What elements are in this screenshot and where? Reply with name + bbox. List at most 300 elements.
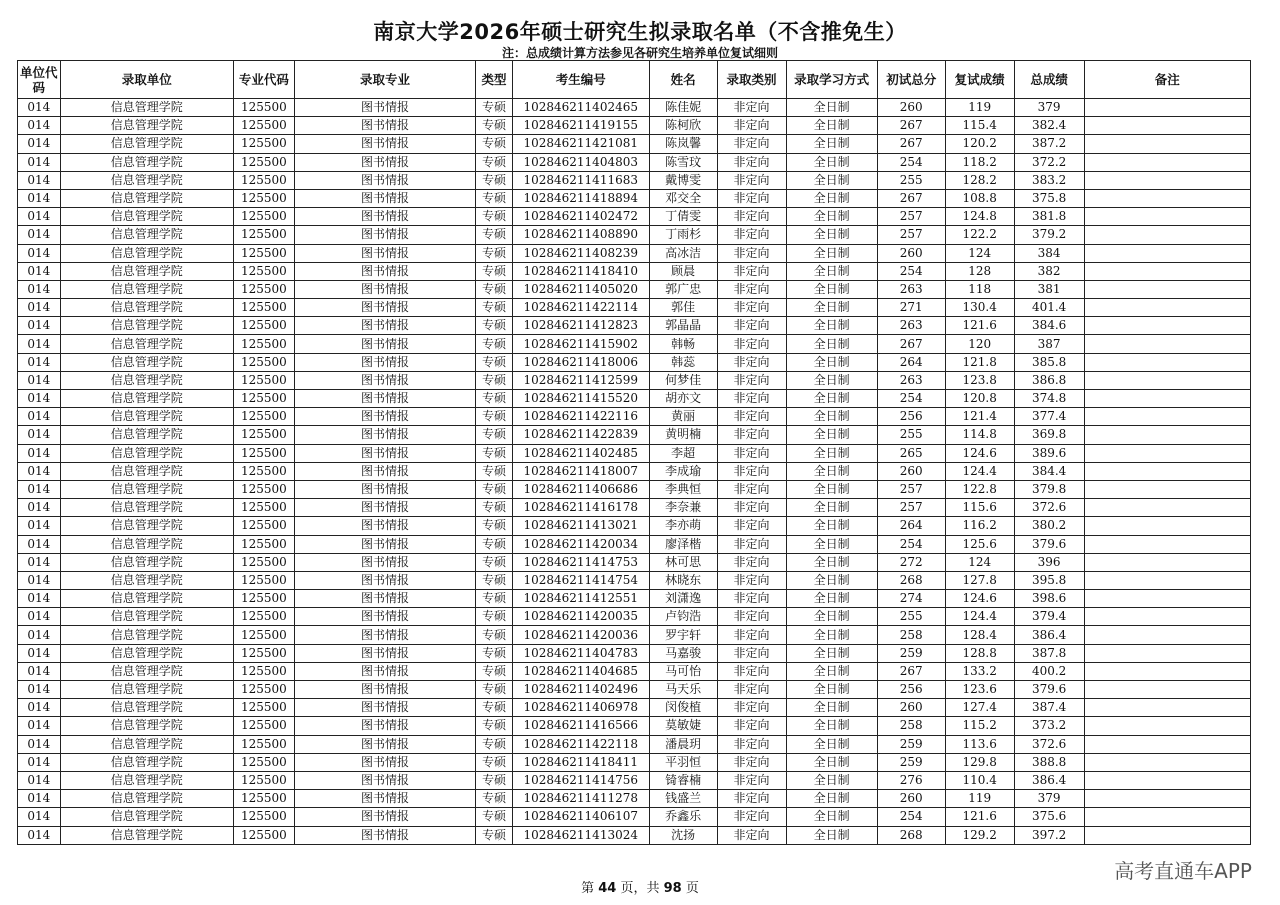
cell-retest: 127.8: [945, 571, 1014, 589]
cell-major: 图书情报: [294, 117, 476, 135]
cell-unit: 信息管理学院: [60, 553, 233, 571]
cell-unit: 信息管理学院: [60, 535, 233, 553]
cell-exam-id: 102846211411278: [512, 790, 649, 808]
cell-study-mode: 全日制: [786, 117, 877, 135]
cell-name: 马嘉骏: [649, 644, 717, 662]
cell-exam-id: 102846211413021: [512, 517, 649, 535]
cell-exam-id: 102846211415520: [512, 390, 649, 408]
cell-study-mode: 全日制: [786, 499, 877, 517]
cell-unit: 信息管理学院: [60, 590, 233, 608]
page-footer: [0, 877, 1280, 896]
cell-name: 乔鑫乐: [649, 808, 717, 826]
cell-study-mode: 全日制: [786, 226, 877, 244]
cell-prelim: 255: [877, 426, 945, 444]
cell-prelim: 257: [877, 499, 945, 517]
cell-exam-id: 102846211405020: [512, 280, 649, 298]
cell-category: 非定向: [717, 535, 786, 553]
cell-remark: [1084, 317, 1250, 335]
cell-major-code: 125500: [233, 626, 294, 644]
cell-total: 387: [1014, 335, 1084, 353]
cell-major-code: 125500: [233, 608, 294, 626]
cell-total: 384.4: [1014, 462, 1084, 480]
cell-study-mode: 全日制: [786, 390, 877, 408]
cell-total: 382.4: [1014, 117, 1084, 135]
cell-type: 专硕: [476, 480, 513, 498]
cell-major-code: 125500: [233, 480, 294, 498]
cell-unit: 信息管理学院: [60, 462, 233, 480]
cell-major: 图书情报: [294, 371, 476, 389]
cell-name: 潘晨玥: [649, 735, 717, 753]
cell-retest: 122.8: [945, 480, 1014, 498]
cell-total: 379.6: [1014, 681, 1084, 699]
cell-unit: 信息管理学院: [60, 608, 233, 626]
cell-type: 专硕: [476, 753, 513, 771]
cell-total: 373.2: [1014, 717, 1084, 735]
cell-major: 图书情报: [294, 480, 476, 498]
cell-major: 图书情报: [294, 608, 476, 626]
table-row: [18, 135, 1251, 153]
cell-type: 专硕: [476, 499, 513, 517]
cell-name: 高冰洁: [649, 244, 717, 262]
cell-major: 图书情报: [294, 826, 476, 844]
cell-exam-id: 102846211418410: [512, 262, 649, 280]
cell-total: 386.8: [1014, 371, 1084, 389]
cell-unit: 信息管理学院: [60, 171, 233, 189]
cell-major-code: 125500: [233, 408, 294, 426]
table-row: [18, 517, 1251, 535]
table-row: [18, 626, 1251, 644]
cell-major: 图书情报: [294, 208, 476, 226]
cell-total: 401.4: [1014, 299, 1084, 317]
cell-exam-id: 102846211420035: [512, 608, 649, 626]
cell-remark: [1084, 662, 1250, 680]
table-row: [18, 571, 1251, 589]
cell-major-code: 125500: [233, 135, 294, 153]
cell-unit: 信息管理学院: [60, 208, 233, 226]
cell-retest: 122.2: [945, 226, 1014, 244]
cell-remark: [1084, 462, 1250, 480]
cell-type: 专硕: [476, 662, 513, 680]
table-row: [18, 735, 1251, 753]
cell-major: 图书情报: [294, 771, 476, 789]
table-row: [18, 480, 1251, 498]
cell-total: 386.4: [1014, 626, 1084, 644]
table-row: [18, 171, 1251, 189]
cell-study-mode: 全日制: [786, 317, 877, 335]
cell-major-code: 125500: [233, 99, 294, 117]
cell-name: 陈柯欣: [649, 117, 717, 135]
cell-type: 专硕: [476, 171, 513, 189]
cell-exam-id: 102846211414753: [512, 553, 649, 571]
cell-unit-code: 014: [18, 462, 61, 480]
cell-remark: [1084, 790, 1250, 808]
cell-type: 专硕: [476, 644, 513, 662]
cell-study-mode: 全日制: [786, 280, 877, 298]
cell-major-code: 125500: [233, 717, 294, 735]
cell-prelim: 259: [877, 644, 945, 662]
cell-major-code: 125500: [233, 226, 294, 244]
cell-total: 388.8: [1014, 753, 1084, 771]
cell-remark: [1084, 681, 1250, 699]
cell-category: 非定向: [717, 244, 786, 262]
cell-study-mode: 全日制: [786, 426, 877, 444]
cell-name: 钱盛兰: [649, 790, 717, 808]
table-row: [18, 226, 1251, 244]
table-row: [18, 590, 1251, 608]
cell-name: 邓交全: [649, 189, 717, 207]
cell-type: 专硕: [476, 262, 513, 280]
cell-unit-code: 014: [18, 189, 61, 207]
cell-study-mode: 全日制: [786, 735, 877, 753]
cell-type: 专硕: [476, 189, 513, 207]
cell-unit-code: 014: [18, 244, 61, 262]
cell-total: 386.4: [1014, 771, 1084, 789]
cell-retest: 133.2: [945, 662, 1014, 680]
cell-unit: 信息管理学院: [60, 390, 233, 408]
cell-major-code: 125500: [233, 553, 294, 571]
cell-total: 384: [1014, 244, 1084, 262]
cell-prelim: 257: [877, 208, 945, 226]
cell-prelim: 254: [877, 390, 945, 408]
cell-exam-id: 102846211406107: [512, 808, 649, 826]
cell-total: 383.2: [1014, 171, 1084, 189]
cell-prelim: 255: [877, 608, 945, 626]
cell-prelim: 254: [877, 153, 945, 171]
cell-unit-code: 014: [18, 699, 61, 717]
cell-total: 379.2: [1014, 226, 1084, 244]
cell-unit-code: 014: [18, 153, 61, 171]
cell-name: 郭佳: [649, 299, 717, 317]
cell-prelim: 267: [877, 135, 945, 153]
cell-unit: 信息管理学院: [60, 717, 233, 735]
cell-type: 专硕: [476, 553, 513, 571]
cell-category: 非定向: [717, 299, 786, 317]
cell-study-mode: 全日制: [786, 608, 877, 626]
cell-name: 陈佳妮: [649, 99, 717, 117]
cell-unit-code: 014: [18, 299, 61, 317]
cell-type: 专硕: [476, 826, 513, 844]
cell-category: 非定向: [717, 590, 786, 608]
cell-category: 非定向: [717, 553, 786, 571]
cell-remark: [1084, 335, 1250, 353]
cell-major-code: 125500: [233, 681, 294, 699]
cell-category: 非定向: [717, 699, 786, 717]
score-note: 注：总成绩计算方法参见各研究生培养单位复试细则: [501, 46, 778, 60]
cell-exam-id: 102846211416178: [512, 499, 649, 517]
cell-major: 图书情报: [294, 390, 476, 408]
cell-category: 非定向: [717, 153, 786, 171]
cell-category: 非定向: [717, 317, 786, 335]
cell-major-code: 125500: [233, 662, 294, 680]
cell-prelim: 256: [877, 408, 945, 426]
cell-category: 非定向: [717, 135, 786, 153]
table-row: [18, 808, 1251, 826]
cell-prelim: 256: [877, 681, 945, 699]
cell-unit-code: 014: [18, 608, 61, 626]
cell-study-mode: 全日制: [786, 517, 877, 535]
cell-remark: [1084, 189, 1250, 207]
footer-middle: 页，共: [620, 881, 660, 896]
cell-remark: [1084, 771, 1250, 789]
cell-prelim: 271: [877, 299, 945, 317]
cell-study-mode: 全日制: [786, 790, 877, 808]
cell-exam-id: 102846211413024: [512, 826, 649, 844]
cell-major: 图书情报: [294, 753, 476, 771]
header-remark: 备注: [1084, 61, 1250, 99]
cell-total: 379: [1014, 99, 1084, 117]
cell-retest: 120.2: [945, 135, 1014, 153]
cell-category: 非定向: [717, 790, 786, 808]
cell-category: 非定向: [717, 717, 786, 735]
cell-retest: 125.6: [945, 535, 1014, 553]
cell-category: 非定向: [717, 99, 786, 117]
cell-major-code: 125500: [233, 262, 294, 280]
cell-retest: 121.8: [945, 353, 1014, 371]
cell-study-mode: 全日制: [786, 244, 877, 262]
cell-unit-code: 014: [18, 117, 61, 135]
cell-prelim: 264: [877, 353, 945, 371]
cell-unit: 信息管理学院: [60, 681, 233, 699]
cell-remark: [1084, 99, 1250, 117]
cell-remark: [1084, 244, 1250, 262]
cell-name: 顾晨: [649, 262, 717, 280]
cell-total: 372.2: [1014, 153, 1084, 171]
cell-retest: 119: [945, 99, 1014, 117]
cell-name: 平羽恒: [649, 753, 717, 771]
cell-major-code: 125500: [233, 371, 294, 389]
cell-total: 379: [1014, 790, 1084, 808]
cell-remark: [1084, 826, 1250, 844]
cell-study-mode: 全日制: [786, 444, 877, 462]
cell-major-code: 125500: [233, 753, 294, 771]
cell-unit-code: 014: [18, 771, 61, 789]
cell-major: 图书情报: [294, 99, 476, 117]
cell-major: 图书情报: [294, 699, 476, 717]
cell-remark: [1084, 226, 1250, 244]
cell-name: 韩蕊: [649, 353, 717, 371]
cell-unit: 信息管理学院: [60, 280, 233, 298]
cell-exam-id: 102846211406686: [512, 480, 649, 498]
table-row: [18, 717, 1251, 735]
footer-page-number: 44: [598, 881, 617, 896]
cell-major-code: 125500: [233, 462, 294, 480]
cell-total: 380.2: [1014, 517, 1084, 535]
cell-major: 图书情报: [294, 280, 476, 298]
cell-exam-id: 102846211418007: [512, 462, 649, 480]
cell-major-code: 125500: [233, 826, 294, 844]
cell-major: 图书情报: [294, 262, 476, 280]
cell-unit-code: 014: [18, 517, 61, 535]
cell-exam-id: 102846211404685: [512, 662, 649, 680]
cell-exam-id: 102846211422114: [512, 299, 649, 317]
cell-retest: 129.2: [945, 826, 1014, 844]
cell-category: 非定向: [717, 262, 786, 280]
cell-unit-code: 014: [18, 499, 61, 517]
table-row: [18, 208, 1251, 226]
cell-retest: 130.4: [945, 299, 1014, 317]
cell-unit: 信息管理学院: [60, 135, 233, 153]
header-study-mode: 录取学习方式: [786, 61, 877, 99]
cell-type: 专硕: [476, 408, 513, 426]
cell-unit: 信息管理学院: [60, 226, 233, 244]
cell-category: 非定向: [717, 662, 786, 680]
cell-unit-code: 014: [18, 681, 61, 699]
cell-retest: 118: [945, 280, 1014, 298]
cell-major: 图书情报: [294, 171, 476, 189]
cell-unit: 信息管理学院: [60, 335, 233, 353]
cell-major: 图书情报: [294, 499, 476, 517]
cell-major-code: 125500: [233, 353, 294, 371]
cell-category: 非定向: [717, 426, 786, 444]
cell-exam-id: 102846211406978: [512, 699, 649, 717]
cell-exam-id: 102846211420034: [512, 535, 649, 553]
cell-unit: 信息管理学院: [60, 499, 233, 517]
cell-study-mode: 全日制: [786, 462, 877, 480]
cell-name: 黄明楠: [649, 426, 717, 444]
cell-exam-id: 102846211422118: [512, 735, 649, 753]
cell-category: 非定向: [717, 117, 786, 135]
cell-major: 图书情报: [294, 135, 476, 153]
cell-study-mode: 全日制: [786, 553, 877, 571]
cell-retest: 124: [945, 244, 1014, 262]
cell-name: 李成瑜: [649, 462, 717, 480]
cell-unit: 信息管理学院: [60, 153, 233, 171]
table-row: [18, 408, 1251, 426]
cell-category: 非定向: [717, 571, 786, 589]
cell-major-code: 125500: [233, 499, 294, 517]
cell-retest: 129.8: [945, 753, 1014, 771]
cell-major-code: 125500: [233, 390, 294, 408]
cell-study-mode: 全日制: [786, 171, 877, 189]
cell-remark: [1084, 171, 1250, 189]
cell-retest: 123.8: [945, 371, 1014, 389]
cell-major: 图书情报: [294, 517, 476, 535]
cell-unit-code: 014: [18, 408, 61, 426]
cell-total: 384.6: [1014, 317, 1084, 335]
cell-remark: [1084, 135, 1250, 153]
cell-unit-code: 014: [18, 317, 61, 335]
cell-remark: [1084, 480, 1250, 498]
cell-major-code: 125500: [233, 571, 294, 589]
cell-total: 379.6: [1014, 535, 1084, 553]
cell-study-mode: 全日制: [786, 262, 877, 280]
cell-name: 林可思: [649, 553, 717, 571]
cell-unit: 信息管理学院: [60, 644, 233, 662]
cell-total: 387.2: [1014, 135, 1084, 153]
cell-type: 专硕: [476, 590, 513, 608]
cell-name: 胡亦文: [649, 390, 717, 408]
cell-remark: [1084, 735, 1250, 753]
cell-total: 397.2: [1014, 826, 1084, 844]
table-row: [18, 553, 1251, 571]
cell-prelim: 264: [877, 517, 945, 535]
cell-major: 图书情报: [294, 681, 476, 699]
header-name: 姓名: [649, 61, 717, 99]
cell-type: 专硕: [476, 790, 513, 808]
cell-type: 专硕: [476, 390, 513, 408]
cell-retest: 115.4: [945, 117, 1014, 135]
cell-unit-code: 014: [18, 553, 61, 571]
cell-prelim: 259: [877, 735, 945, 753]
cell-prelim: 259: [877, 753, 945, 771]
cell-remark: [1084, 590, 1250, 608]
cell-type: 专硕: [476, 808, 513, 826]
cell-remark: [1084, 808, 1250, 826]
cell-name: 丁雨杉: [649, 226, 717, 244]
cell-study-mode: 全日制: [786, 208, 877, 226]
cell-major-code: 125500: [233, 299, 294, 317]
cell-exam-id: 102846211402485: [512, 444, 649, 462]
cell-major: 图书情报: [294, 189, 476, 207]
cell-total: 379.8: [1014, 480, 1084, 498]
cell-type: 专硕: [476, 535, 513, 553]
header-major-code: 专业代码: [233, 61, 294, 99]
cell-total: 375.6: [1014, 808, 1084, 826]
cell-remark: [1084, 444, 1250, 462]
cell-type: 专硕: [476, 444, 513, 462]
table-row: [18, 753, 1251, 771]
cell-total: 398.6: [1014, 590, 1084, 608]
cell-remark: [1084, 299, 1250, 317]
cell-major-code: 125500: [233, 735, 294, 753]
cell-unit: 信息管理学院: [60, 444, 233, 462]
cell-unit: 信息管理学院: [60, 299, 233, 317]
cell-exam-id: 102846211420036: [512, 626, 649, 644]
table-row: [18, 317, 1251, 335]
cell-category: 非定向: [717, 644, 786, 662]
cell-unit: 信息管理学院: [60, 262, 233, 280]
cell-name: 黄丽: [649, 408, 717, 426]
cell-study-mode: 全日制: [786, 371, 877, 389]
cell-name: 刘潇逸: [649, 590, 717, 608]
cell-exam-id: 102846211422839: [512, 426, 649, 444]
cell-name: 李亦萌: [649, 517, 717, 535]
table-row: [18, 535, 1251, 553]
cell-retest: 110.4: [945, 771, 1014, 789]
table-row: [18, 826, 1251, 844]
cell-type: 专硕: [476, 426, 513, 444]
cell-name: 林晓东: [649, 571, 717, 589]
cell-retest: 118.2: [945, 153, 1014, 171]
table-row: [18, 462, 1251, 480]
cell-unit-code: 014: [18, 480, 61, 498]
cell-exam-id: 102846211404803: [512, 153, 649, 171]
cell-type: 专硕: [476, 299, 513, 317]
cell-retest: 113.6: [945, 735, 1014, 753]
cell-remark: [1084, 262, 1250, 280]
table-row: [18, 499, 1251, 517]
cell-unit-code: 014: [18, 662, 61, 680]
cell-exam-id: 102846211408239: [512, 244, 649, 262]
cell-unit: 信息管理学院: [60, 699, 233, 717]
cell-retest: 121.6: [945, 317, 1014, 335]
table-row: [18, 262, 1251, 280]
cell-study-mode: 全日制: [786, 480, 877, 498]
cell-exam-id: 102846211418894: [512, 189, 649, 207]
cell-name: 李超: [649, 444, 717, 462]
cell-remark: [1084, 208, 1250, 226]
cell-unit-code: 014: [18, 444, 61, 462]
cell-prelim: 257: [877, 480, 945, 498]
cell-name: 马天乐: [649, 681, 717, 699]
header-major: 录取专业: [294, 61, 476, 99]
cell-major: 图书情报: [294, 426, 476, 444]
cell-study-mode: 全日制: [786, 535, 877, 553]
cell-major: 图书情报: [294, 553, 476, 571]
cell-study-mode: 全日制: [786, 571, 877, 589]
cell-exam-id: 102846211414756: [512, 771, 649, 789]
cell-unit: 信息管理学院: [60, 353, 233, 371]
